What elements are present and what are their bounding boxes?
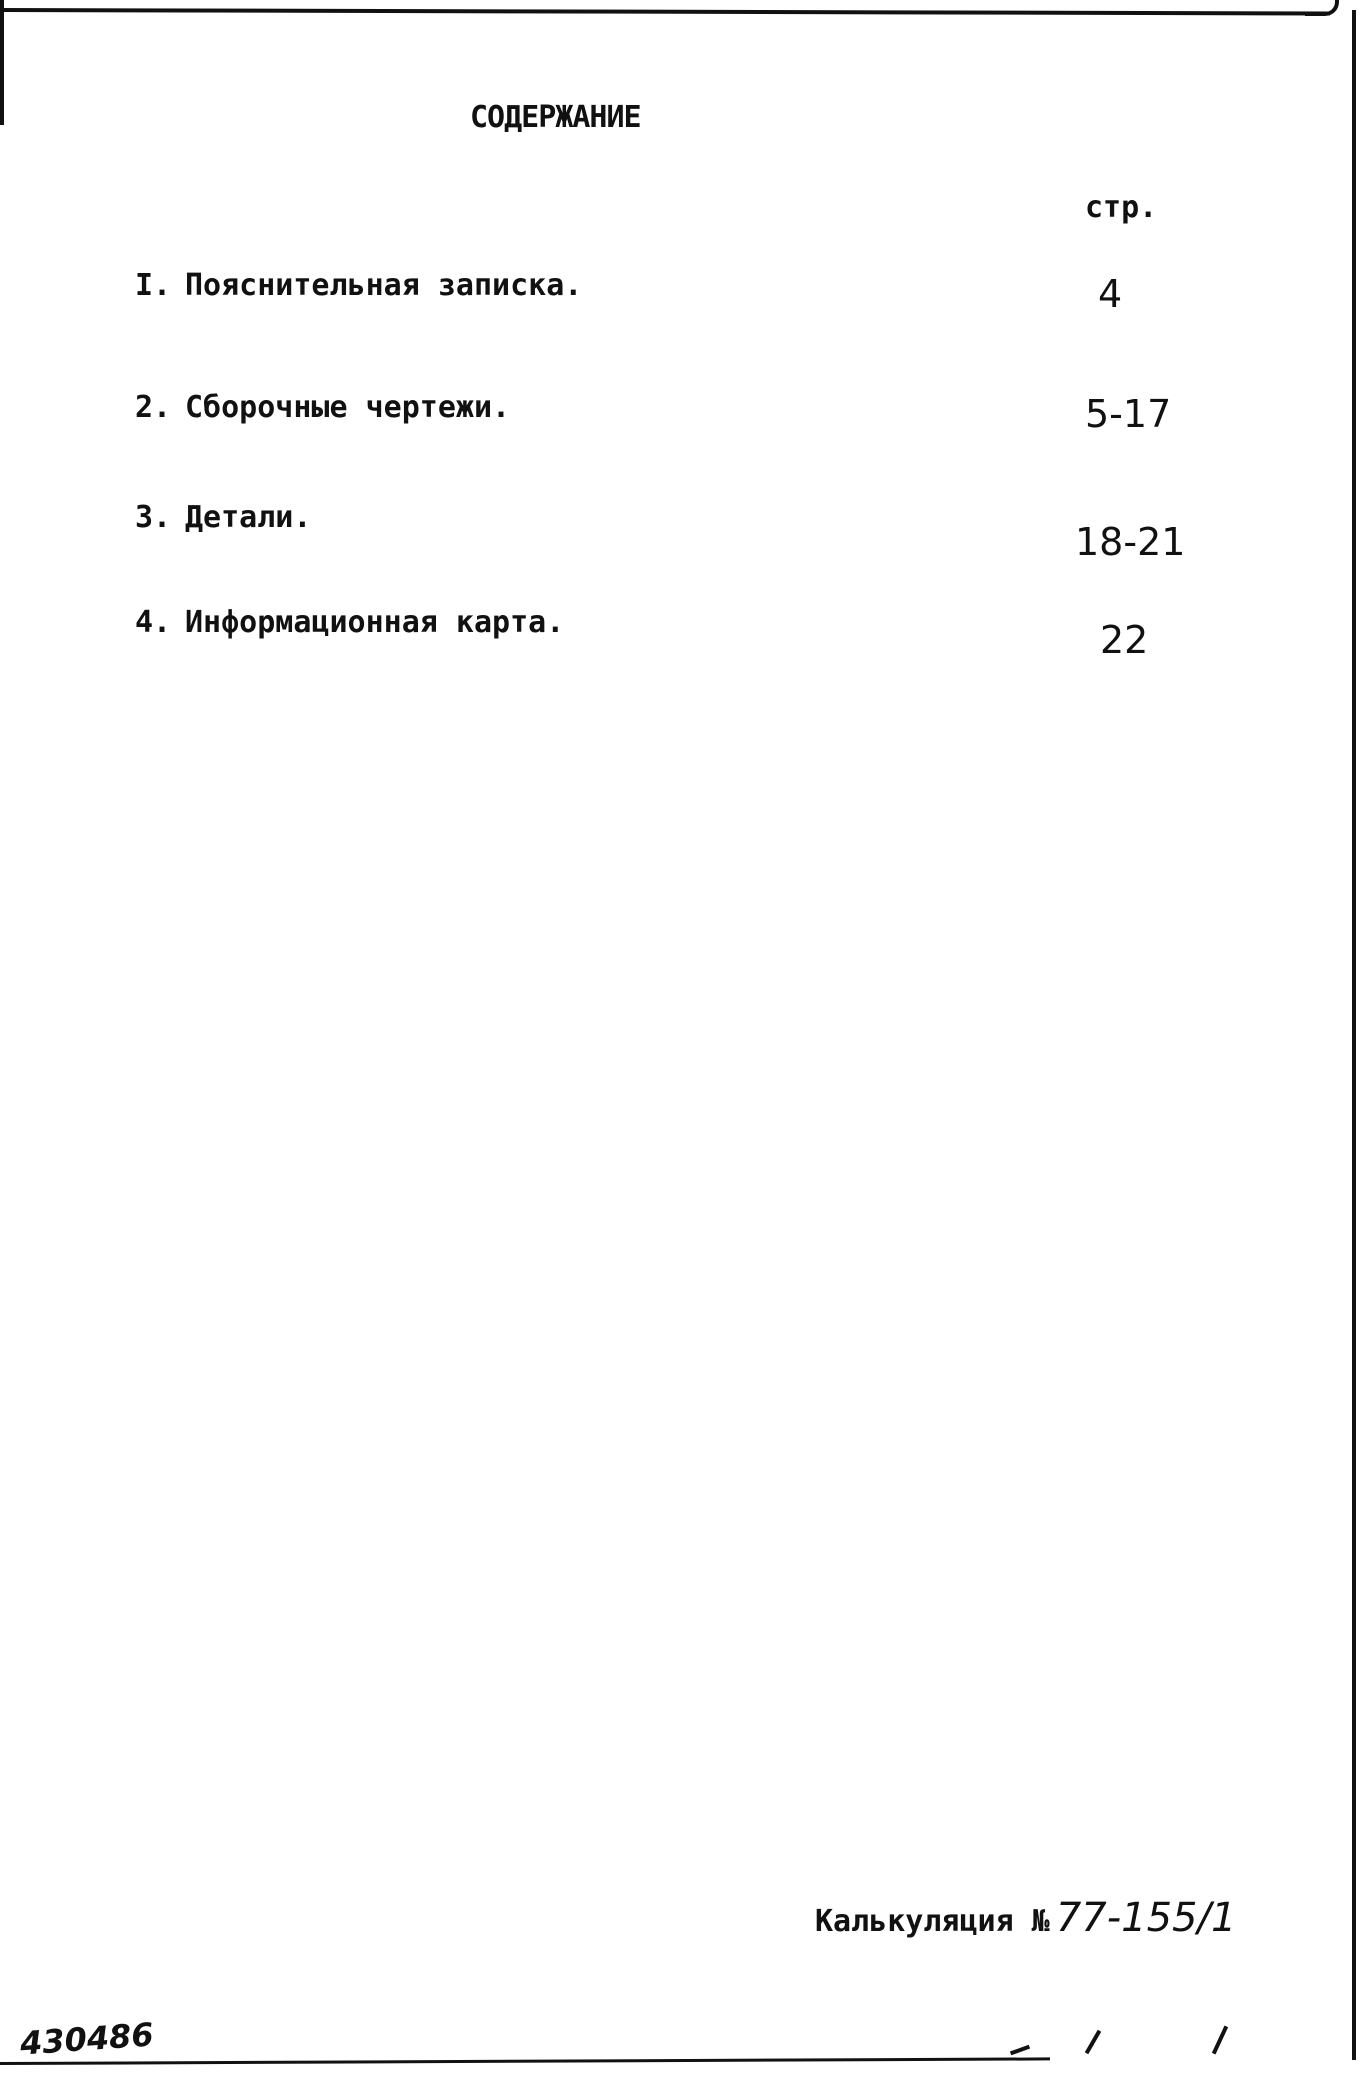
toc-item-label: Пояснительная записка.: [185, 268, 583, 303]
frame-left-mark: [0, 0, 4, 125]
toc-item-number: I.: [135, 268, 172, 303]
frame-bottom-line: [0, 2057, 1050, 2065]
frame-right-line: [1352, 10, 1356, 2060]
toc-item-label: Сборочные чертежи.: [185, 390, 511, 425]
toc-item-number: 4.: [135, 605, 172, 640]
toc-item-pages: 4: [1098, 272, 1123, 316]
archive-number: 430486: [18, 2015, 155, 2063]
toc-item: [135, 390, 510, 425]
toc-item: [135, 605, 564, 640]
toc-item: [135, 500, 311, 535]
toc-item: [135, 268, 582, 303]
calculation-number: [815, 1895, 1236, 1941]
page-column-header: стр.: [1085, 190, 1158, 225]
toc-item-label: Информационная карта.: [185, 605, 565, 640]
pen-stroke-mark: [1010, 2045, 1030, 2056]
pen-stroke-mark: [1212, 2026, 1228, 2055]
toc-item-pages: 18-21: [1075, 520, 1186, 564]
frame-top-line: [0, 8, 1330, 15]
toc-item-label: Детали.: [185, 500, 312, 535]
toc-item-number: 2.: [135, 390, 172, 425]
toc-item-pages: 5-17: [1085, 392, 1172, 436]
corner-mark: [1305, 0, 1339, 16]
calculation-value: 77-155/1: [1055, 1895, 1237, 1941]
calculation-label: Калькуляция №: [815, 1904, 1050, 1939]
pen-stroke-mark: [1085, 2030, 1101, 2055]
toc-item-number: 3.: [135, 500, 172, 535]
toc-item-pages: 22: [1100, 618, 1149, 662]
document-title: СОДЕРЖАНИЕ: [470, 100, 641, 135]
